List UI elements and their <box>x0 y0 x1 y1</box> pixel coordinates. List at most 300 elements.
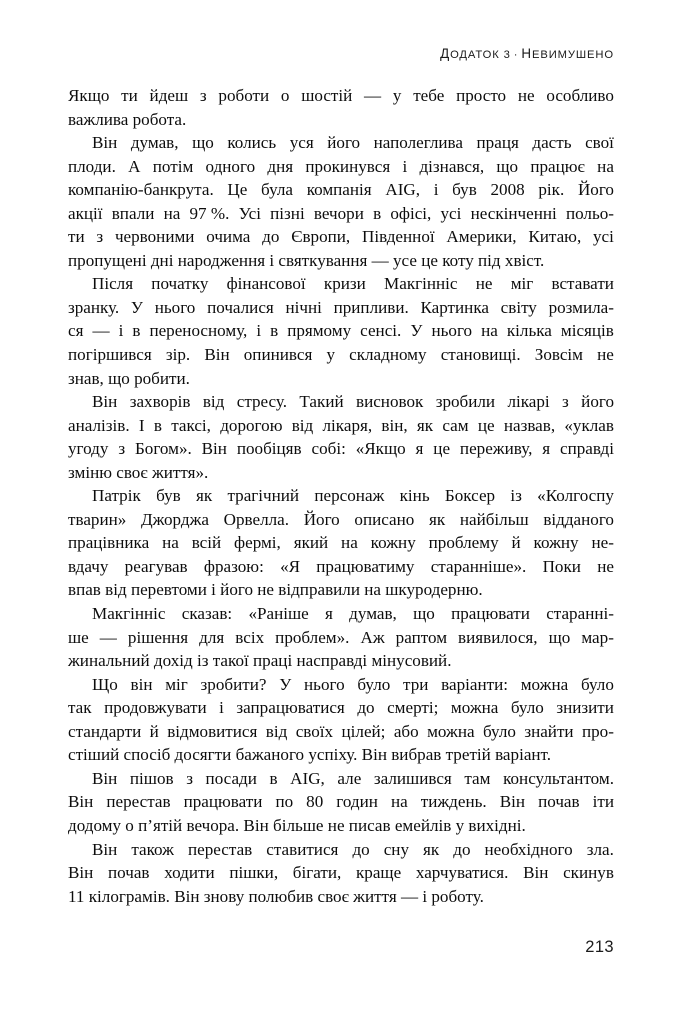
word: так <box>68 698 92 718</box>
word: своїх <box>295 721 334 741</box>
text-line <box>68 767 614 791</box>
word: з <box>562 392 569 412</box>
word: посади <box>205 768 257 788</box>
word: Його <box>577 180 614 200</box>
word: найбільш <box>459 509 529 529</box>
word: Зовсім <box>534 345 584 365</box>
word: консультантом. <box>503 768 614 788</box>
word: почалися <box>207 297 274 317</box>
text-line: додому о п’ятій вечора. Він більше не писав емейлів у вихідні. <box>68 815 526 835</box>
word: нього <box>304 674 345 694</box>
word: відданого <box>543 509 614 529</box>
word: висновок <box>356 392 424 412</box>
word: і <box>433 180 439 200</box>
word: з <box>96 227 104 247</box>
word: можна <box>450 698 499 718</box>
word: Його <box>303 509 340 529</box>
word: Америки, <box>446 227 517 247</box>
word: компанія <box>306 180 372 200</box>
word: «Колгоспу <box>537 486 614 506</box>
word: пообіцяв <box>236 439 302 459</box>
word: Південної <box>362 227 435 247</box>
text-line: важлива робота. <box>68 109 187 129</box>
word: його <box>327 133 361 153</box>
word: праця <box>476 133 519 153</box>
running-head-appendix-initial: Д <box>440 46 451 61</box>
word: що <box>192 133 214 153</box>
word: я <box>542 439 551 459</box>
word: працювати <box>183 792 263 812</box>
word: іти <box>592 792 614 812</box>
word: сенсі. <box>360 321 402 341</box>
word: фермі, <box>234 533 281 553</box>
word: по <box>275 792 294 812</box>
word: нього <box>431 321 473 341</box>
word: Він <box>499 792 526 812</box>
word: Якщо <box>68 86 110 105</box>
paragraph <box>68 838 614 909</box>
text-line <box>68 414 614 438</box>
text-line <box>68 131 614 155</box>
word: — <box>92 321 110 341</box>
word: AIG, <box>290 768 325 788</box>
word: знайти <box>524 721 574 741</box>
word: Богом». <box>134 439 192 459</box>
word: до <box>352 839 370 859</box>
word: й <box>511 533 521 553</box>
word: міг <box>510 274 534 294</box>
word: свої <box>585 133 614 153</box>
word: було <box>510 698 544 718</box>
word: потім <box>152 156 194 176</box>
word: не <box>475 274 493 294</box>
paragraph <box>68 673 614 767</box>
word: у <box>326 345 335 365</box>
word: AIG, <box>385 180 421 200</box>
word: захворів <box>129 392 191 412</box>
word: від <box>202 392 225 412</box>
paragraph <box>68 390 614 484</box>
text-line <box>68 508 614 532</box>
word: всіх <box>235 627 265 647</box>
word: пішки, <box>229 863 279 883</box>
word: Усі <box>238 203 261 223</box>
word: кризи <box>323 274 366 294</box>
word: трагічний <box>227 486 300 506</box>
word: Він <box>204 345 230 365</box>
word: перестав <box>188 839 253 859</box>
word: переносному, <box>149 321 248 341</box>
word: три <box>403 674 429 694</box>
word: на <box>163 203 181 223</box>
word: не <box>597 556 614 576</box>
text-line <box>68 84 614 108</box>
word: на <box>341 533 358 553</box>
word: Патрік <box>92 486 141 506</box>
text-line <box>68 202 614 226</box>
word: не <box>517 86 535 105</box>
word: і <box>256 321 262 341</box>
word: що <box>413 604 435 624</box>
word: міг <box>165 674 188 694</box>
word: необхідного <box>484 839 573 859</box>
word: лікаря, <box>322 415 373 435</box>
word: з <box>118 439 126 459</box>
text-line <box>68 155 614 179</box>
word: 80 <box>306 792 324 812</box>
word: краще <box>355 863 402 883</box>
word: Поки <box>542 556 581 576</box>
word: зробити? <box>200 674 267 694</box>
text-line <box>68 861 614 885</box>
word: працівника <box>68 533 150 553</box>
word: собі: <box>311 439 346 459</box>
word: до <box>262 227 280 247</box>
word: дня <box>267 156 294 176</box>
running-head-appendix-label: ОДАТОК <box>450 49 500 61</box>
word: Боксер <box>444 486 496 506</box>
word: пішов <box>129 768 174 788</box>
word: опинився <box>243 345 313 365</box>
word: була <box>261 180 293 200</box>
word: Він <box>68 792 94 812</box>
paragraph <box>68 602 614 673</box>
text-line <box>68 838 614 862</box>
word: ти <box>68 227 85 247</box>
word: складному <box>349 345 427 365</box>
word: нічні <box>285 297 322 317</box>
word: уся <box>289 133 314 153</box>
word: Такий <box>299 392 344 412</box>
word: це <box>433 439 451 459</box>
word: старанніше». <box>430 556 527 576</box>
paragraph <box>68 767 614 838</box>
word: Аж <box>360 627 385 647</box>
word: назвав, <box>503 415 556 435</box>
paragraph <box>68 484 614 602</box>
word: прокинувся <box>305 156 391 176</box>
running-head-title: ЕВИМУШЕНО <box>532 49 614 61</box>
word: або <box>393 721 419 741</box>
word: почав <box>538 792 580 812</box>
word: скинув <box>563 863 614 883</box>
word: для <box>199 627 225 647</box>
word: Європи, <box>291 227 351 247</box>
word: Він <box>92 392 118 412</box>
word: працювати <box>451 604 530 624</box>
word: «Якщо <box>355 439 406 459</box>
word: тебе <box>413 86 445 105</box>
paragraph <box>68 131 614 272</box>
text-line: пропущені дні народження і святкування — усе це коту під хвіст. <box>68 250 545 270</box>
word: одного <box>205 156 256 176</box>
word: в <box>132 321 141 341</box>
word: роботи <box>218 86 270 105</box>
word: сам <box>442 415 469 435</box>
word: і <box>219 698 224 718</box>
word: тварин» <box>68 509 127 529</box>
word: варіанти: <box>441 674 508 694</box>
word: «Раніше <box>248 604 309 624</box>
word: на <box>162 533 179 553</box>
word: не- <box>591 533 614 553</box>
word: з <box>199 86 207 105</box>
word: раптом <box>395 627 448 647</box>
word: перестав <box>106 792 171 812</box>
word: був <box>156 486 181 506</box>
word: як <box>196 486 213 506</box>
word: Що <box>92 674 118 694</box>
word: колись <box>227 133 277 153</box>
word: я <box>325 604 333 624</box>
text-line <box>68 272 614 296</box>
text-line <box>68 673 614 697</box>
word: він <box>130 674 153 694</box>
text-line: 11 кілограмів. Він знову полюбив своє життя — і роботу. <box>68 886 484 906</box>
word: плоди. <box>68 156 116 176</box>
word: рішення <box>127 627 189 647</box>
running-head-title-initial: Н <box>521 46 532 61</box>
word: і <box>118 321 124 341</box>
word: рік. <box>538 180 565 200</box>
text-line <box>68 696 614 720</box>
word: дорогою <box>220 415 283 435</box>
word: всій <box>191 533 222 553</box>
word: погіршився <box>68 345 152 365</box>
word: Він <box>201 439 227 459</box>
word: У <box>279 674 292 694</box>
word: переживу, <box>459 439 533 459</box>
word: що <box>548 627 571 647</box>
word: І <box>138 415 145 435</box>
word: угоду <box>68 439 109 459</box>
word: розмила- <box>548 297 614 317</box>
word: реагував <box>124 556 188 576</box>
body-text <box>68 84 614 908</box>
text-line <box>68 484 614 508</box>
text-line: зміню своє життя». <box>68 462 209 482</box>
word: кілька <box>506 321 552 341</box>
word: припливи. <box>333 297 409 317</box>
word: — <box>99 627 117 647</box>
word: фразою: <box>203 556 264 576</box>
word: стресу. <box>236 392 288 412</box>
word: працюватиму <box>316 556 415 576</box>
word: таксі, <box>171 415 211 435</box>
word: проблем». <box>275 627 350 647</box>
text-line <box>68 555 614 579</box>
word: вставати <box>551 274 614 294</box>
word: цілей; <box>341 721 386 741</box>
word: Джорджа <box>140 509 209 529</box>
word: як <box>429 509 446 529</box>
word: акції <box>68 203 103 223</box>
word: кінь <box>399 486 430 506</box>
text-line: впав від перевтоми і його не відправили на шкуродерню. <box>68 580 483 600</box>
word: залишився <box>373 768 452 788</box>
word: Макгінніс <box>384 274 458 294</box>
word: було <box>482 721 516 741</box>
text-line <box>68 790 614 814</box>
word: думав, <box>130 133 179 153</box>
word: запрацюватися <box>236 698 345 718</box>
word: сну <box>383 839 410 859</box>
running-head <box>68 46 614 61</box>
word: у <box>392 86 402 105</box>
word: стандарти <box>68 721 142 741</box>
word: почав <box>108 863 150 883</box>
word: відмовитися <box>167 721 258 741</box>
word: сказав: <box>181 604 233 624</box>
word: в <box>270 321 279 341</box>
word: в <box>269 768 278 788</box>
word: усі <box>440 203 462 223</box>
paragraph <box>68 84 614 131</box>
word: пізні <box>270 203 305 223</box>
word: Він <box>523 863 549 883</box>
word: Орвелла. <box>223 509 290 529</box>
word: фінансової <box>226 274 306 294</box>
word: вечори <box>313 203 364 223</box>
word: ся <box>68 321 84 341</box>
word: на <box>481 321 498 341</box>
word: впали <box>111 203 155 223</box>
text-line <box>68 437 614 461</box>
text-line <box>68 531 614 555</box>
text-line <box>68 225 614 249</box>
word: який <box>293 533 329 553</box>
word: від <box>291 415 314 435</box>
text-line <box>68 178 614 202</box>
word: від <box>265 721 288 741</box>
word: й <box>149 721 159 741</box>
word: червоними <box>114 227 195 247</box>
word: світу <box>500 297 537 317</box>
word: Макгінніс <box>92 604 166 624</box>
word: на <box>390 792 408 812</box>
word: знизити <box>556 698 614 718</box>
word: лікарі <box>507 392 550 412</box>
word: на <box>597 156 614 176</box>
word: але <box>337 768 362 788</box>
word: Після <box>92 274 134 294</box>
word: «уклав <box>564 415 614 435</box>
word: до <box>453 839 471 859</box>
word: місяців <box>560 321 614 341</box>
word: особливо <box>546 86 614 105</box>
word: не <box>597 345 614 365</box>
word: як <box>423 839 440 859</box>
word: У <box>410 321 423 341</box>
word: Він <box>68 863 94 883</box>
word: нього <box>154 297 196 317</box>
word: тиждень. <box>420 792 487 812</box>
word: думав, <box>349 604 397 624</box>
word: шостій <box>301 86 353 105</box>
word: — <box>364 86 382 105</box>
word: 2008 <box>490 180 525 200</box>
word: Картинка <box>420 297 489 317</box>
word: зір. <box>165 345 191 365</box>
word: можна <box>520 674 569 694</box>
running-head-appendix-number: 3 <box>503 49 511 61</box>
text-line: жинальний дохід із такої праці насправді мінусовий. <box>68 651 452 671</box>
word: як <box>416 415 434 435</box>
word: смерті; <box>387 698 439 718</box>
text-line <box>68 296 614 320</box>
word: початку <box>151 274 209 294</box>
word: дізнався, <box>419 156 485 176</box>
word: офісі, <box>390 203 432 223</box>
word: У <box>130 297 144 317</box>
word: було <box>580 674 614 694</box>
text-line: стіший спосіб досягти бажаного успіху. Він вибрав третій варіант. <box>68 745 552 765</box>
word: аналізів. <box>68 415 130 435</box>
text-line: знав, що робити. <box>68 368 190 388</box>
word: його <box>581 392 614 412</box>
running-head-separator: · <box>513 49 519 61</box>
word: із <box>510 486 522 506</box>
word: нескінченні <box>470 203 557 223</box>
word: 97 %. <box>189 203 230 223</box>
word: старанні- <box>546 604 614 624</box>
text-line <box>68 390 614 414</box>
text-line <box>68 720 614 744</box>
word: ставитися <box>266 839 339 859</box>
text-line <box>68 602 614 626</box>
word: працює <box>530 156 585 176</box>
word: ше <box>68 627 89 647</box>
word: Він <box>92 133 118 153</box>
text-line <box>68 319 614 343</box>
page-number: 213 <box>585 938 614 956</box>
word: виявилося, <box>458 627 538 647</box>
word: годин <box>336 792 378 812</box>
word: бігати, <box>292 863 342 883</box>
word: дасть <box>532 133 572 153</box>
word: Це <box>227 180 248 200</box>
word: становищі. <box>440 345 521 365</box>
word: про- <box>581 721 614 741</box>
word: А <box>128 156 141 176</box>
word: Він <box>92 839 118 859</box>
word: Він <box>92 768 118 788</box>
word: ти <box>121 86 138 105</box>
word: в <box>153 415 162 435</box>
word: був <box>452 180 477 200</box>
word: харчуватися. <box>415 863 509 883</box>
word: кожну <box>533 533 579 553</box>
word: це <box>477 415 495 435</box>
word: кожну <box>370 533 416 553</box>
word: він, <box>381 415 408 435</box>
word: описано <box>354 509 415 529</box>
word: ходити <box>164 863 215 883</box>
paragraph <box>68 272 614 390</box>
word: прямому <box>287 321 352 341</box>
word: в <box>373 203 382 223</box>
word: я <box>415 439 424 459</box>
word: з <box>186 768 193 788</box>
word: просто <box>456 86 507 105</box>
word: зробили <box>435 392 496 412</box>
word: йдеш <box>149 86 189 105</box>
word: зла. <box>586 839 614 859</box>
word: зранку. <box>68 297 120 317</box>
word: було <box>357 674 391 694</box>
word: до <box>357 698 375 718</box>
word: вдачу <box>68 556 109 576</box>
